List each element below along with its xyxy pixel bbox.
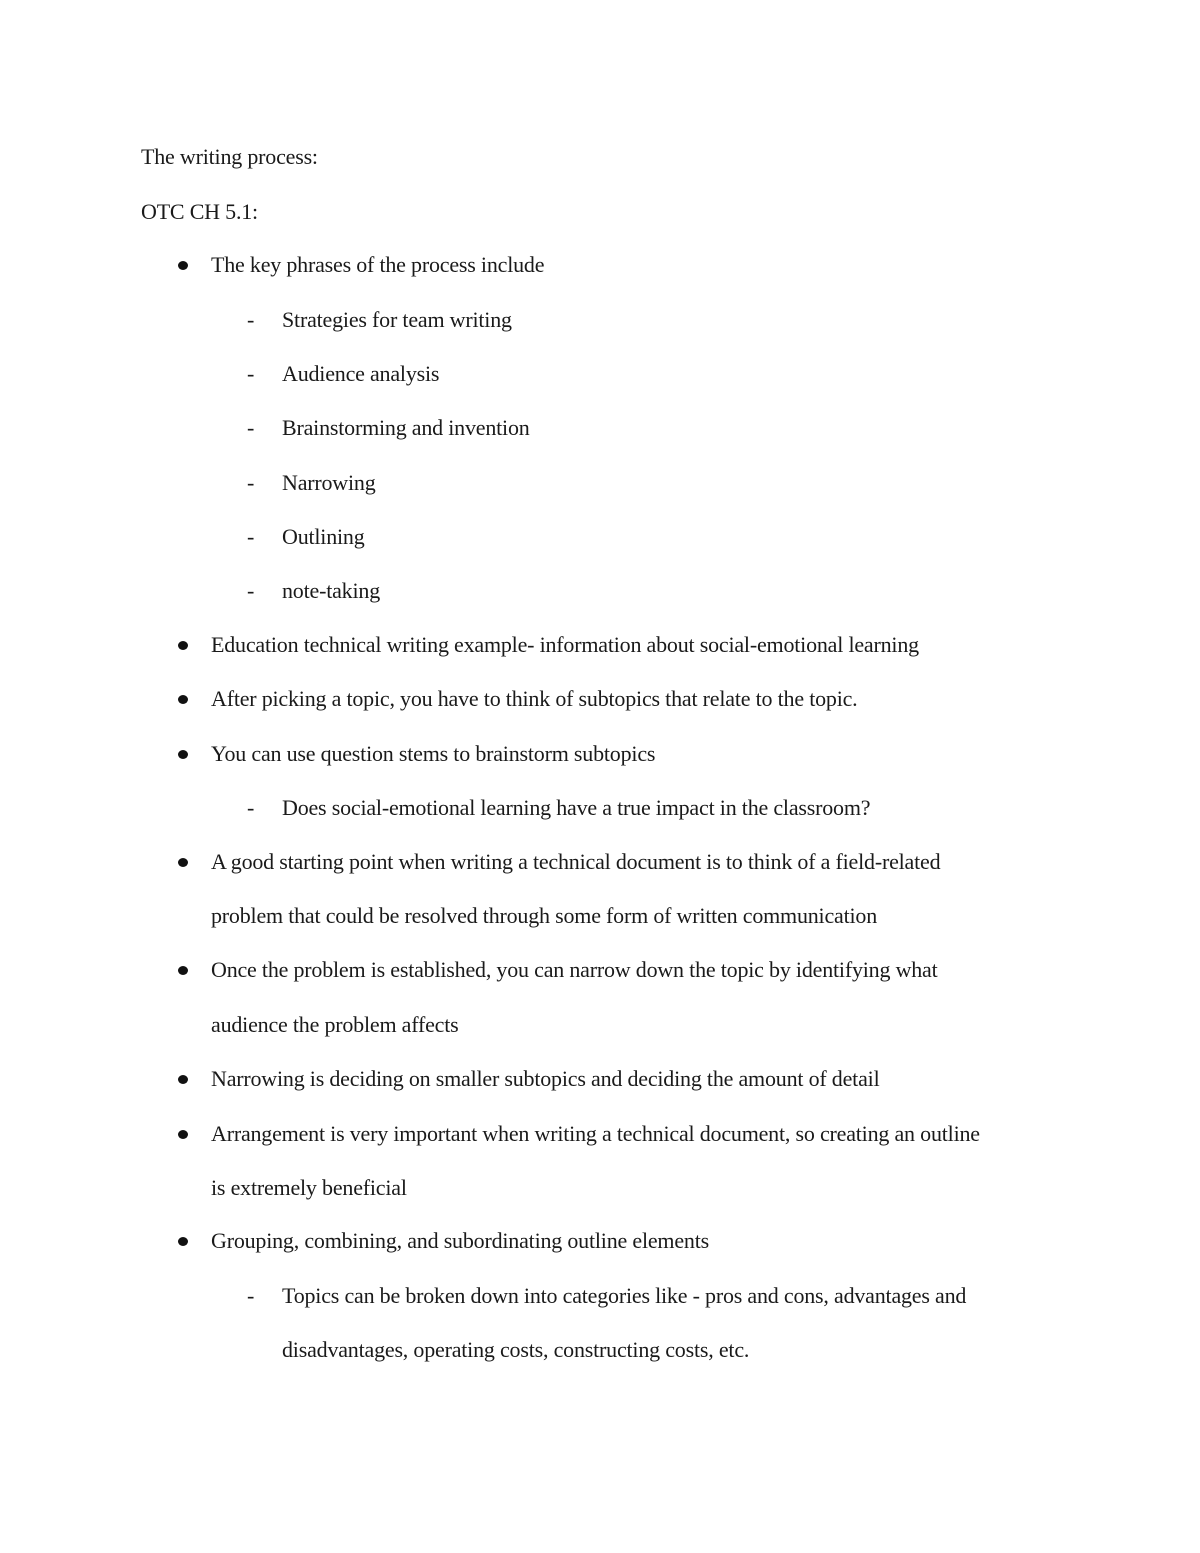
bullet-marker [178,750,188,759]
sub-list-item: Brainstorming and invention [282,415,530,440]
sub-list-item-continuation: disadvantages, operating costs, constructing costs, etc. [282,1337,750,1362]
sub-list-item: Topics can be broken down into categories like - pros and cons, advantages and [282,1283,967,1308]
list-item: Narrowing is deciding on smaller subtopics and deciding the amount of detail [211,1066,880,1091]
sub-list-item: Outlining [282,524,365,549]
bullet-marker [178,966,188,975]
section-heading: OTC CH 5.1: [141,199,258,224]
dash-marker: - [247,361,255,386]
sub-list-item: Does social-emotional learning have a true impact in the classroom? [282,795,871,820]
dash-marker: - [247,1283,255,1308]
document-title: The writing process: [141,144,318,169]
dash-marker: - [247,307,255,332]
bullet-marker [178,1130,188,1139]
dash-marker: - [247,415,255,440]
sub-list-item: Narrowing [282,470,376,495]
list-item-continuation: problem that could be resolved through some form of written communication [211,903,878,928]
sub-list-item: note-taking [282,578,380,603]
list-item: Grouping, combining, and subordinating outline elements [211,1228,709,1253]
list-item: You can use question stems to brainstorm subtopics [211,741,656,766]
bullet-marker [178,261,188,270]
sub-list-item: Audience analysis [282,361,440,386]
list-item: After picking a topic, you have to think of subtopics that relate to the topic. [211,686,858,711]
list-item: The key phrases of the process include [211,252,545,277]
bullet-marker [178,695,188,704]
list-item: Education technical writing example- information about social-emotional learning [211,632,919,657]
list-item-continuation: is extremely beneficial [211,1175,407,1200]
sub-list-item: Strategies for team writing [282,307,512,332]
list-item: A good starting point when writing a technical document is to think of a field-related [211,849,941,874]
bullet-marker [178,858,188,867]
bullet-marker [178,641,188,650]
list-item-continuation: audience the problem affects [211,1012,459,1037]
dash-marker: - [247,524,255,549]
bullet-marker [178,1237,188,1246]
list-item: Once the problem is established, you can narrow down the topic by identifying what [211,957,938,982]
dash-marker: - [247,470,255,495]
dash-marker: - [247,578,255,603]
dash-marker: - [247,795,255,820]
list-item: Arrangement is very important when writing a technical document, so creating an outline [211,1121,980,1146]
bullet-marker [178,1075,188,1084]
